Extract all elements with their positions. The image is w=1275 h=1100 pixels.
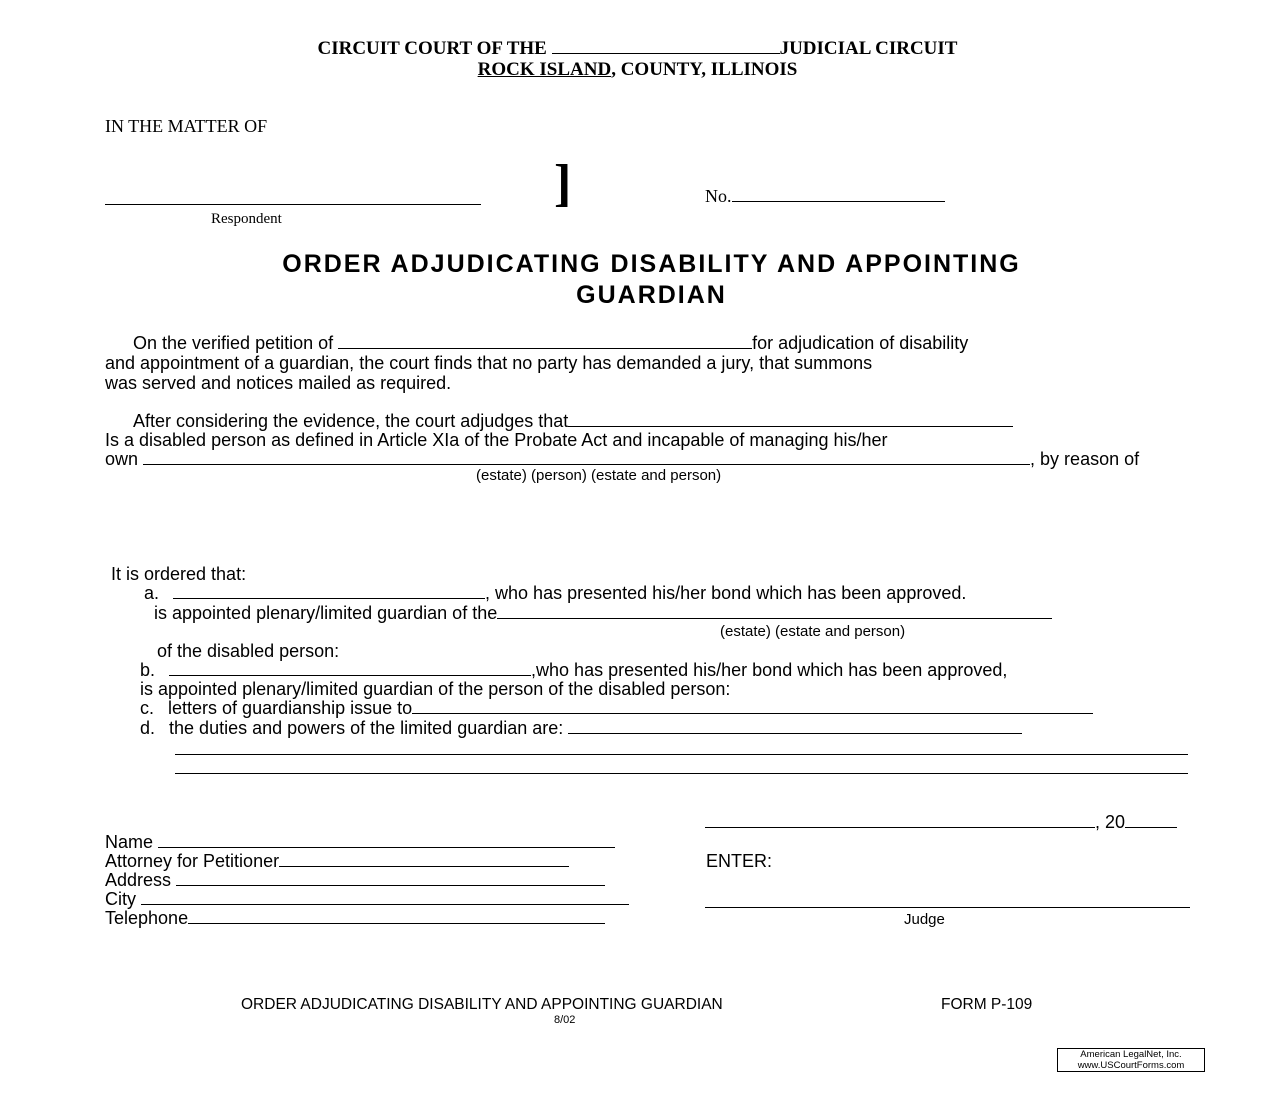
attorney-for-blank[interactable] [279, 866, 569, 867]
duties-blank-1[interactable] [568, 733, 1022, 734]
footer-form-title: ORDER ADJUDICATING DISABILITY AND APPOINTING GUARDIAN [241, 996, 723, 1013]
estate-person-hint: (estate) (person) (estate and person) [476, 467, 722, 484]
guardian-a-scope-blank[interactable] [497, 618, 1052, 619]
order-d-line [140, 718, 1022, 738]
circuit-number-blank[interactable] [552, 53, 780, 54]
attorney-address-label: Address [105, 870, 172, 890]
publisher-line-1: American LegalNet, Inc. [1080, 1049, 1182, 1060]
court-suffix: JUDICIAL CIRCUIT [779, 38, 958, 59]
footer-form-number: FORM P-109 [941, 996, 1033, 1013]
guardian-b-blank[interactable] [169, 675, 531, 676]
respondent-name-blank[interactable] [105, 204, 481, 205]
order-d-text: the duties and powers of the limited guardian are: [169, 718, 564, 738]
order-b-marker: b. [140, 660, 156, 680]
petition-line-1 [133, 333, 968, 353]
title-line-1: ORDER ADJUDICATING DISABILITY AND APPOINTING [282, 250, 1021, 278]
petition-after-blank: for adjudication of disability [752, 333, 969, 353]
attorney-city-label: City [105, 889, 136, 909]
order-a-line-3: of the disabled person: [157, 641, 340, 661]
order-a-hint: (estate) (estate and person) [720, 623, 906, 640]
date-row [705, 812, 1177, 832]
petitioner-name-blank[interactable] [338, 348, 752, 349]
county-name: ROCK ISLAND [477, 59, 612, 80]
attorney-city-row [105, 889, 629, 909]
order-b-line-2: is appointed plenary/limited guardian of the person of the disabled person: [140, 679, 731, 699]
case-number-row [705, 186, 945, 207]
judge-label: Judge [904, 911, 945, 928]
year-blank[interactable] [1125, 827, 1177, 828]
by-reason-label: , by reason of [1030, 449, 1140, 469]
order-a-line-1 [144, 583, 966, 603]
order-c-text: letters of guardianship issue to [168, 698, 413, 718]
estate-person-blank[interactable] [143, 464, 1030, 465]
own-label: own [105, 449, 139, 469]
duties-blank-2[interactable] [175, 754, 1188, 755]
attorney-name-blank[interactable] [158, 847, 615, 848]
adjudge-line-3 [105, 449, 1139, 469]
date-blank[interactable] [705, 827, 1095, 828]
adjudge-line-2: Is a disabled person as defined in Article XIa of the Probate Act and incapable of managing his/her [105, 430, 888, 450]
matter-of-label: IN THE MATTER OF [105, 116, 268, 136]
case-number-label: No. [705, 186, 732, 206]
judge-signature-line[interactable] [705, 907, 1190, 908]
order-a-marker: a. [144, 583, 160, 603]
caption-bracket: ] [554, 155, 572, 212]
attorney-name-label: Name [105, 832, 154, 852]
document-title [0, 249, 1275, 311]
order-c-marker: c. [140, 698, 155, 718]
petition-line-3: was served and notices mailed as required. [105, 373, 452, 393]
publisher-box [1057, 1048, 1205, 1072]
court-header [0, 38, 1275, 80]
attorney-telephone-label: Telephone [105, 908, 189, 928]
order-a-line-2 [154, 603, 1052, 623]
guardian-a-blank[interactable] [173, 598, 485, 599]
publisher-line-2: www.USCourtForms.com [1077, 1060, 1185, 1071]
order-b-text: ,who has presented his/her bond which has been approved, [531, 660, 1008, 680]
footer-revision: 8/02 [554, 1014, 576, 1026]
court-prefix: CIRCUIT COURT OF THE [317, 38, 547, 59]
attorney-telephone-row [105, 908, 605, 928]
attorney-address-blank[interactable] [176, 885, 605, 886]
respondent-label: Respondent [211, 211, 282, 227]
duties-blank-3[interactable] [175, 773, 1188, 774]
petition-lead: On the verified petition of [133, 333, 334, 353]
order-a-appointed: is appointed plenary/limited guardian of the [154, 603, 498, 623]
adjudge-line-1 [133, 411, 1013, 431]
letters-issue-to-blank[interactable] [412, 713, 1093, 714]
attorney-for-label: Attorney for Petitioner [105, 851, 280, 871]
adjudge-lead: After considering the evidence, the court adjudges that [133, 411, 569, 431]
attorney-city-blank[interactable] [141, 904, 629, 905]
order-d-marker: d. [140, 718, 156, 738]
case-number-blank[interactable] [732, 201, 945, 202]
year-prefix: , 20 [1095, 812, 1126, 832]
court-circuit-line [0, 38, 1275, 59]
petition-line-2: and appointment of a guardian, the court finds that no party has demanded a jury, that summons [105, 353, 873, 373]
order-b-line-1 [140, 660, 1007, 680]
order-c-line [140, 698, 1093, 718]
enter-label: ENTER: [706, 851, 773, 871]
disabled-person-blank[interactable] [568, 426, 1013, 427]
attorney-name-row [105, 832, 615, 852]
title-line-2: GUARDIAN [576, 281, 727, 309]
attorney-telephone-blank[interactable] [188, 923, 605, 924]
attorney-address-row [105, 870, 605, 890]
order-a-text: , who has presented his/her bond which has been approved. [485, 583, 967, 603]
order-intro: It is ordered that: [111, 564, 247, 584]
county-rest: , COUNTY, ILLINOIS [611, 59, 798, 80]
county-line [0, 59, 1275, 80]
attorney-for-row [105, 851, 569, 871]
